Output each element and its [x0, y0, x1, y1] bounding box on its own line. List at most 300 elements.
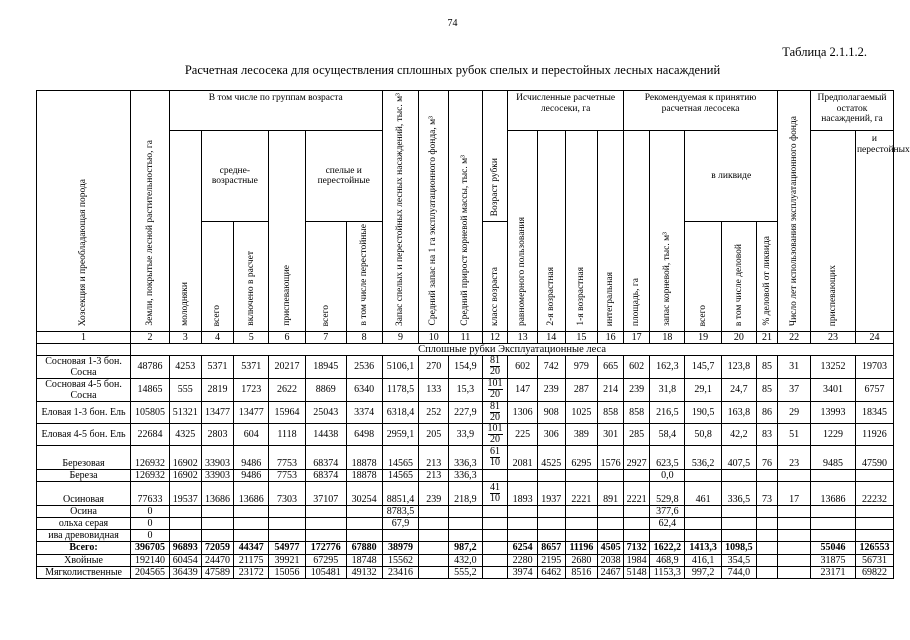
- table-row: [37, 529, 894, 541]
- cell-col23: 55046: [810, 541, 855, 554]
- cutting-age-fraction: [490, 447, 500, 468]
- cell-col21: [756, 541, 778, 554]
- cell-col2: 22684: [131, 423, 170, 445]
- cell-col18: 529,8: [650, 481, 685, 505]
- header-col21-label: % деловой от ликвида: [761, 236, 772, 326]
- cell-col24: 56731: [855, 554, 893, 566]
- cell-col9: [382, 529, 419, 541]
- cell-col21: [756, 529, 778, 541]
- header-middle-aged: средне-возрастные: [201, 131, 268, 222]
- header-col3-label: молодняки: [180, 282, 190, 326]
- cell-col18: 623,5: [650, 445, 685, 469]
- cell-col14: 6462: [537, 566, 565, 578]
- cell-col24: 22232: [855, 481, 893, 505]
- header-col5: [234, 222, 269, 332]
- header-col23: [810, 131, 855, 332]
- cell-col7: 25043: [305, 401, 346, 423]
- cell-col17: 285: [623, 423, 650, 445]
- age-class-value: 10: [490, 492, 501, 504]
- cell-col18: 162,3: [650, 355, 685, 378]
- column-number: 4: [201, 331, 234, 343]
- cell-col5: 21175: [234, 554, 269, 566]
- cell-col10: 205: [419, 423, 449, 445]
- cell-col14: [537, 469, 565, 481]
- cell-col3: 555: [169, 378, 201, 401]
- cell-col18: 377,6: [650, 505, 685, 517]
- cell-col14: 4525: [537, 445, 565, 469]
- cell-col5: [234, 529, 269, 541]
- cell-col9: 8851,4: [382, 481, 419, 505]
- cell-col10: 213: [419, 445, 449, 469]
- cell-col16: 1576: [598, 445, 624, 469]
- column-number: 17: [623, 331, 650, 343]
- row-label: Березовая: [37, 445, 131, 469]
- cell-col16: [598, 529, 624, 541]
- cell-col19: 536,2: [685, 445, 722, 469]
- cell-col20: 123,8: [722, 355, 757, 378]
- column-number: 15: [565, 331, 598, 343]
- cutting-age-cell: [482, 481, 508, 505]
- cell-col15: 8516: [565, 566, 598, 578]
- header-col20: [722, 222, 757, 332]
- cell-col13: [508, 529, 538, 541]
- cell-col6: 15964: [269, 401, 306, 423]
- cell-col10: [419, 529, 449, 541]
- header-row-1: [37, 91, 894, 131]
- cell-col13: 1306: [508, 401, 538, 423]
- cell-col7: 105481: [305, 566, 346, 578]
- cell-col3: 4325: [169, 423, 201, 445]
- header-col16-label: интегральная: [605, 271, 616, 326]
- age-class-value: 20: [490, 366, 501, 378]
- cell-col11: 33,9: [449, 423, 483, 445]
- cell-col4: [201, 517, 234, 529]
- cell-col3: 51321: [169, 401, 201, 423]
- header-col7-label: всего: [320, 304, 331, 326]
- cell-col11: 987,2: [449, 541, 483, 554]
- cell-col11: 218,9: [449, 481, 483, 505]
- header-col15: [565, 131, 598, 332]
- cell-col13: [508, 469, 538, 481]
- cell-col21: 83: [756, 423, 778, 445]
- column-number: 24: [855, 331, 893, 343]
- cell-col22: [778, 529, 811, 541]
- cutting-age-cell: [482, 554, 508, 566]
- cell-col2: 396705: [131, 541, 170, 554]
- age-class-value: 20: [490, 411, 501, 423]
- cell-col18: 62,4: [650, 517, 685, 529]
- row-label: Еловая 4-5 бон. Ель: [37, 423, 131, 445]
- cell-col15: 6295: [565, 445, 598, 469]
- column-number: 19: [685, 331, 722, 343]
- cell-col10: 133: [419, 378, 449, 401]
- header-col12-class-label: класс возраста: [489, 266, 500, 326]
- row-label: Хвойные: [37, 554, 131, 566]
- column-number: 20: [722, 331, 757, 343]
- cell-col7: 68374: [305, 445, 346, 469]
- cell-col18: 58,4: [650, 423, 685, 445]
- header-col15-label: 1-я возрастная: [576, 267, 587, 326]
- header-col9: [382, 91, 419, 332]
- cell-col24: 11926: [855, 423, 893, 445]
- row-label: Еловая 1-3 бон. Ель: [37, 401, 131, 423]
- column-number: 21: [756, 331, 778, 343]
- row-label: Осиновая: [37, 481, 131, 505]
- cell-col21: [756, 505, 778, 517]
- cell-col14: [537, 505, 565, 517]
- cell-col4: 2803: [201, 423, 234, 445]
- cell-col16: 858: [598, 401, 624, 423]
- cell-col21: [756, 469, 778, 481]
- header-col24: и перестойных: [855, 131, 893, 332]
- header-col1: [37, 91, 131, 332]
- cell-col11: [449, 529, 483, 541]
- header-col9-label: Запас спелых и перестойных лесных насаждений, тыс. м³: [395, 93, 406, 326]
- cell-col8: 67880: [346, 541, 382, 554]
- cell-col9: 14565: [382, 445, 419, 469]
- cell-col15: [565, 517, 598, 529]
- cell-col22: [778, 566, 811, 578]
- row-label: Мягколиственные: [37, 566, 131, 578]
- cell-col3: 96893: [169, 541, 201, 554]
- cell-col21: 85: [756, 355, 778, 378]
- cell-col21: 76: [756, 445, 778, 469]
- cell-col13: 1893: [508, 481, 538, 505]
- cell-col2: 0: [131, 505, 170, 517]
- cell-col11: 227,9: [449, 401, 483, 423]
- cell-col17: 2927: [623, 445, 650, 469]
- cell-col4: 2819: [201, 378, 234, 401]
- cell-col22: [778, 469, 811, 481]
- age-class-value: 20: [490, 389, 501, 401]
- cell-col8: 18748: [346, 554, 382, 566]
- cell-col22: 29: [778, 401, 811, 423]
- cell-col5: 604: [234, 423, 269, 445]
- cell-col19: 50,8: [685, 423, 722, 445]
- row-label: Всего:: [37, 541, 131, 554]
- cell-col23: 13252: [810, 355, 855, 378]
- cell-col17: [623, 529, 650, 541]
- cell-col11: 555,2: [449, 566, 483, 578]
- cell-col9: 14565: [382, 469, 419, 481]
- header-col21: [756, 222, 778, 332]
- column-number: 1: [37, 331, 131, 343]
- section-spacer: [37, 343, 131, 355]
- cell-col13: 147: [508, 378, 538, 401]
- cell-col16: [598, 505, 624, 517]
- header-col12-class: [482, 222, 508, 332]
- table-row: [37, 355, 894, 378]
- cutting-age-cell: [482, 469, 508, 481]
- row-label: Сосновая 1-3 бон. Сосна: [37, 355, 131, 378]
- cell-col4: 5371: [201, 355, 234, 378]
- table-row: [37, 566, 894, 578]
- header-col5-label: включено в расчет: [245, 251, 256, 326]
- cell-col13: 3974: [508, 566, 538, 578]
- cell-col4: 72059: [201, 541, 234, 554]
- cell-col23: 3401: [810, 378, 855, 401]
- cell-col2: 14865: [131, 378, 170, 401]
- cell-col2: 77633: [131, 481, 170, 505]
- cell-col5: 9486: [234, 469, 269, 481]
- column-number: 11: [449, 331, 483, 343]
- cell-col10: 213: [419, 469, 449, 481]
- header-col11-label: Средний прирост корневой массы, тыс. м³: [460, 155, 471, 326]
- header-col10: [419, 91, 449, 332]
- header-in-liquid: в ликвиде: [685, 131, 778, 222]
- cell-col17: 602: [623, 355, 650, 378]
- cell-col21: 85: [756, 378, 778, 401]
- cell-col18: 1153,3: [650, 566, 685, 578]
- cell-col15: 2221: [565, 481, 598, 505]
- cell-col15: [565, 505, 598, 517]
- cell-col23: 13686: [810, 481, 855, 505]
- cutting-area-table: [36, 90, 910, 579]
- header-col20-label: в том числе деловой: [733, 243, 744, 326]
- cell-col22: 37: [778, 378, 811, 401]
- column-number: 16: [598, 331, 624, 343]
- header-col6-label: приспевающие: [281, 265, 292, 326]
- cell-col22: [778, 517, 811, 529]
- cell-col20: [722, 517, 757, 529]
- cell-col2: 48786: [131, 355, 170, 378]
- cell-col8: 3374: [346, 401, 382, 423]
- cell-col9: 67,9: [382, 517, 419, 529]
- cutting-age-years: 81: [490, 355, 501, 367]
- header-col6: [269, 131, 306, 332]
- column-number: 12: [482, 331, 508, 343]
- cell-col16: 2467: [598, 566, 624, 578]
- cell-col3: 19537: [169, 481, 201, 505]
- cell-col6: 7753: [269, 469, 306, 481]
- row-label: Сосновая 4-5 бон. Сосна: [37, 378, 131, 401]
- header-col17: [623, 131, 650, 332]
- cell-col22: [778, 541, 811, 554]
- cutting-age-fraction: [490, 356, 500, 377]
- cell-col7: [305, 505, 346, 517]
- cell-col9: 38979: [382, 541, 419, 554]
- cell-col24: 19703: [855, 355, 893, 378]
- table-row: [37, 517, 894, 529]
- cell-col24: 126553: [855, 541, 893, 554]
- cell-col7: 68374: [305, 469, 346, 481]
- cell-col6: 7303: [269, 481, 306, 505]
- cell-col22: 23: [778, 445, 811, 469]
- header-col11: [449, 91, 483, 332]
- cell-col10: [419, 505, 449, 517]
- header-col14-label: 2-я возрастная: [546, 267, 557, 326]
- cutting-age-cell: [482, 541, 508, 554]
- cell-col15: 389: [565, 423, 598, 445]
- cell-col20: 42,2: [722, 423, 757, 445]
- cell-col23: [810, 529, 855, 541]
- cell-col16: 301: [598, 423, 624, 445]
- cell-col21: [756, 566, 778, 578]
- cell-col6: [269, 529, 306, 541]
- cell-col5: 5371: [234, 355, 269, 378]
- cutting-age-cell: [482, 378, 508, 401]
- cell-col4: 24470: [201, 554, 234, 566]
- cell-col16: 665: [598, 355, 624, 378]
- header-col19-label: всего: [697, 304, 708, 326]
- cell-col23: 9485: [810, 445, 855, 469]
- cell-col20: 407,5: [722, 445, 757, 469]
- cell-col7: 18945: [305, 355, 346, 378]
- cell-col15: 287: [565, 378, 598, 401]
- table-row: [37, 554, 894, 566]
- cell-col5: 44347: [234, 541, 269, 554]
- cell-col24: 47590: [855, 445, 893, 469]
- header-col22-label: Число лет использования эксплуатационного фонда: [788, 115, 799, 326]
- cell-col20: [722, 469, 757, 481]
- cell-col7: 37107: [305, 481, 346, 505]
- cell-col10: [419, 541, 449, 554]
- cell-col2: 126932: [131, 469, 170, 481]
- cell-col7: 8869: [305, 378, 346, 401]
- cell-col6: 1118: [269, 423, 306, 445]
- cell-col15: 979: [565, 355, 598, 378]
- cell-col10: [419, 566, 449, 578]
- cell-col11: [449, 505, 483, 517]
- cell-col13: 2280: [508, 554, 538, 566]
- cell-col20: 1098,5: [722, 541, 757, 554]
- cutting-age-fraction: [490, 483, 500, 504]
- cell-col23: [810, 505, 855, 517]
- header-col18-label: запас корневой, тыс. м³: [662, 231, 673, 326]
- cutting-age-cell: [482, 423, 508, 445]
- cell-col6: 7753: [269, 445, 306, 469]
- column-number: 7: [305, 331, 346, 343]
- cell-col3: 36439: [169, 566, 201, 578]
- cell-col21: 86: [756, 401, 778, 423]
- cell-col11: [449, 517, 483, 529]
- cell-col17: 2221: [623, 481, 650, 505]
- cell-col17: 858: [623, 401, 650, 423]
- cell-col23: 23171: [810, 566, 855, 578]
- cutting-age-cell: [482, 505, 508, 517]
- cell-col24: [855, 505, 893, 517]
- cell-col24: [855, 517, 893, 529]
- cell-col4: [201, 505, 234, 517]
- cell-col15: 11196: [565, 541, 598, 554]
- cell-col19: [685, 517, 722, 529]
- cell-col6: 15056: [269, 566, 306, 578]
- cell-col15: [565, 529, 598, 541]
- cell-col23: 31875: [810, 554, 855, 566]
- header-col4-label: всего: [212, 304, 223, 326]
- section-row: [37, 343, 894, 355]
- header-recommended-area: Рекомендуемая к принятию расчетная лесосека: [623, 91, 777, 131]
- header-col7: [305, 222, 346, 332]
- cell-col6: 39921: [269, 554, 306, 566]
- cell-col16: 4505: [598, 541, 624, 554]
- cell-col4: [201, 529, 234, 541]
- cell-col17: [623, 517, 650, 529]
- column-number-row: [37, 331, 894, 343]
- cell-col3: [169, 529, 201, 541]
- cell-col4: 13686: [201, 481, 234, 505]
- cell-col14: [537, 529, 565, 541]
- cell-col5: 23172: [234, 566, 269, 578]
- cell-col3: 16902: [169, 445, 201, 469]
- cell-col8: 49132: [346, 566, 382, 578]
- cell-col3: [169, 505, 201, 517]
- cell-col19: 416,1: [685, 554, 722, 566]
- header-col8-label: в том числе перестойные: [358, 224, 369, 326]
- cell-col14: 306: [537, 423, 565, 445]
- cell-col16: [598, 469, 624, 481]
- cell-col9: 23416: [382, 566, 419, 578]
- cell-col18: [650, 529, 685, 541]
- cell-col2: 0: [131, 517, 170, 529]
- cell-col9: 8783,5: [382, 505, 419, 517]
- cell-col11: 15,3: [449, 378, 483, 401]
- cutting-age-fraction: [488, 379, 503, 400]
- row-label: Осина: [37, 505, 131, 517]
- cell-col6: 2622: [269, 378, 306, 401]
- age-class-value: 20: [490, 433, 501, 445]
- header-age-groups: В том числе по группам возраста: [169, 91, 382, 131]
- cell-col9: 6318,4: [382, 401, 419, 423]
- header-col19: [685, 222, 722, 332]
- cell-col4: 33903: [201, 445, 234, 469]
- header-calculated-areas: Исчисленные расчетные лесосеки, га: [508, 91, 624, 131]
- header-col10-label: Средний запас на 1 га эксплуатационного фонда, м³: [428, 116, 439, 326]
- cell-col17: 1984: [623, 554, 650, 566]
- cutting-age-years: 61: [490, 445, 501, 457]
- table-row: [37, 481, 894, 505]
- cell-col2: 0: [131, 529, 170, 541]
- header-col2-label: Земли, покрытые лесной растительностью, га: [144, 140, 155, 326]
- cutting-age-fraction: [490, 402, 500, 423]
- column-number: 14: [537, 331, 565, 343]
- cell-col13: [508, 517, 538, 529]
- cell-col14: [537, 517, 565, 529]
- cell-col16: 891: [598, 481, 624, 505]
- cutting-age-years: 101: [487, 422, 503, 434]
- cell-col14: 239: [537, 378, 565, 401]
- header-col4: [201, 222, 234, 332]
- cell-col8: [346, 517, 382, 529]
- table-row: [37, 401, 894, 423]
- row-label: Береза: [37, 469, 131, 481]
- cell-col3: [169, 517, 201, 529]
- cell-col18: 0,0: [650, 469, 685, 481]
- cell-col18: 468,9: [650, 554, 685, 566]
- cell-col2: 192140: [131, 554, 170, 566]
- cell-col9: 15562: [382, 554, 419, 566]
- cell-col7: [305, 517, 346, 529]
- column-number: 6: [269, 331, 306, 343]
- cell-col22: 17: [778, 481, 811, 505]
- header-col23-label: приспевающих: [827, 264, 838, 326]
- cell-col3: 4253: [169, 355, 201, 378]
- cell-col8: 18878: [346, 445, 382, 469]
- cell-col20: 24,7: [722, 378, 757, 401]
- table-row: [37, 469, 894, 481]
- cell-col19: [685, 529, 722, 541]
- cell-col22: [778, 554, 811, 566]
- cutting-age-fraction: [488, 424, 503, 445]
- header-col3: [169, 131, 201, 332]
- header-col18: [650, 131, 685, 332]
- cutting-age-years: 101: [487, 378, 503, 390]
- table-row: [37, 505, 894, 517]
- cell-col18: 216,5: [650, 401, 685, 423]
- cell-col7: [305, 529, 346, 541]
- cell-col17: 7132: [623, 541, 650, 554]
- cell-col6: 20217: [269, 355, 306, 378]
